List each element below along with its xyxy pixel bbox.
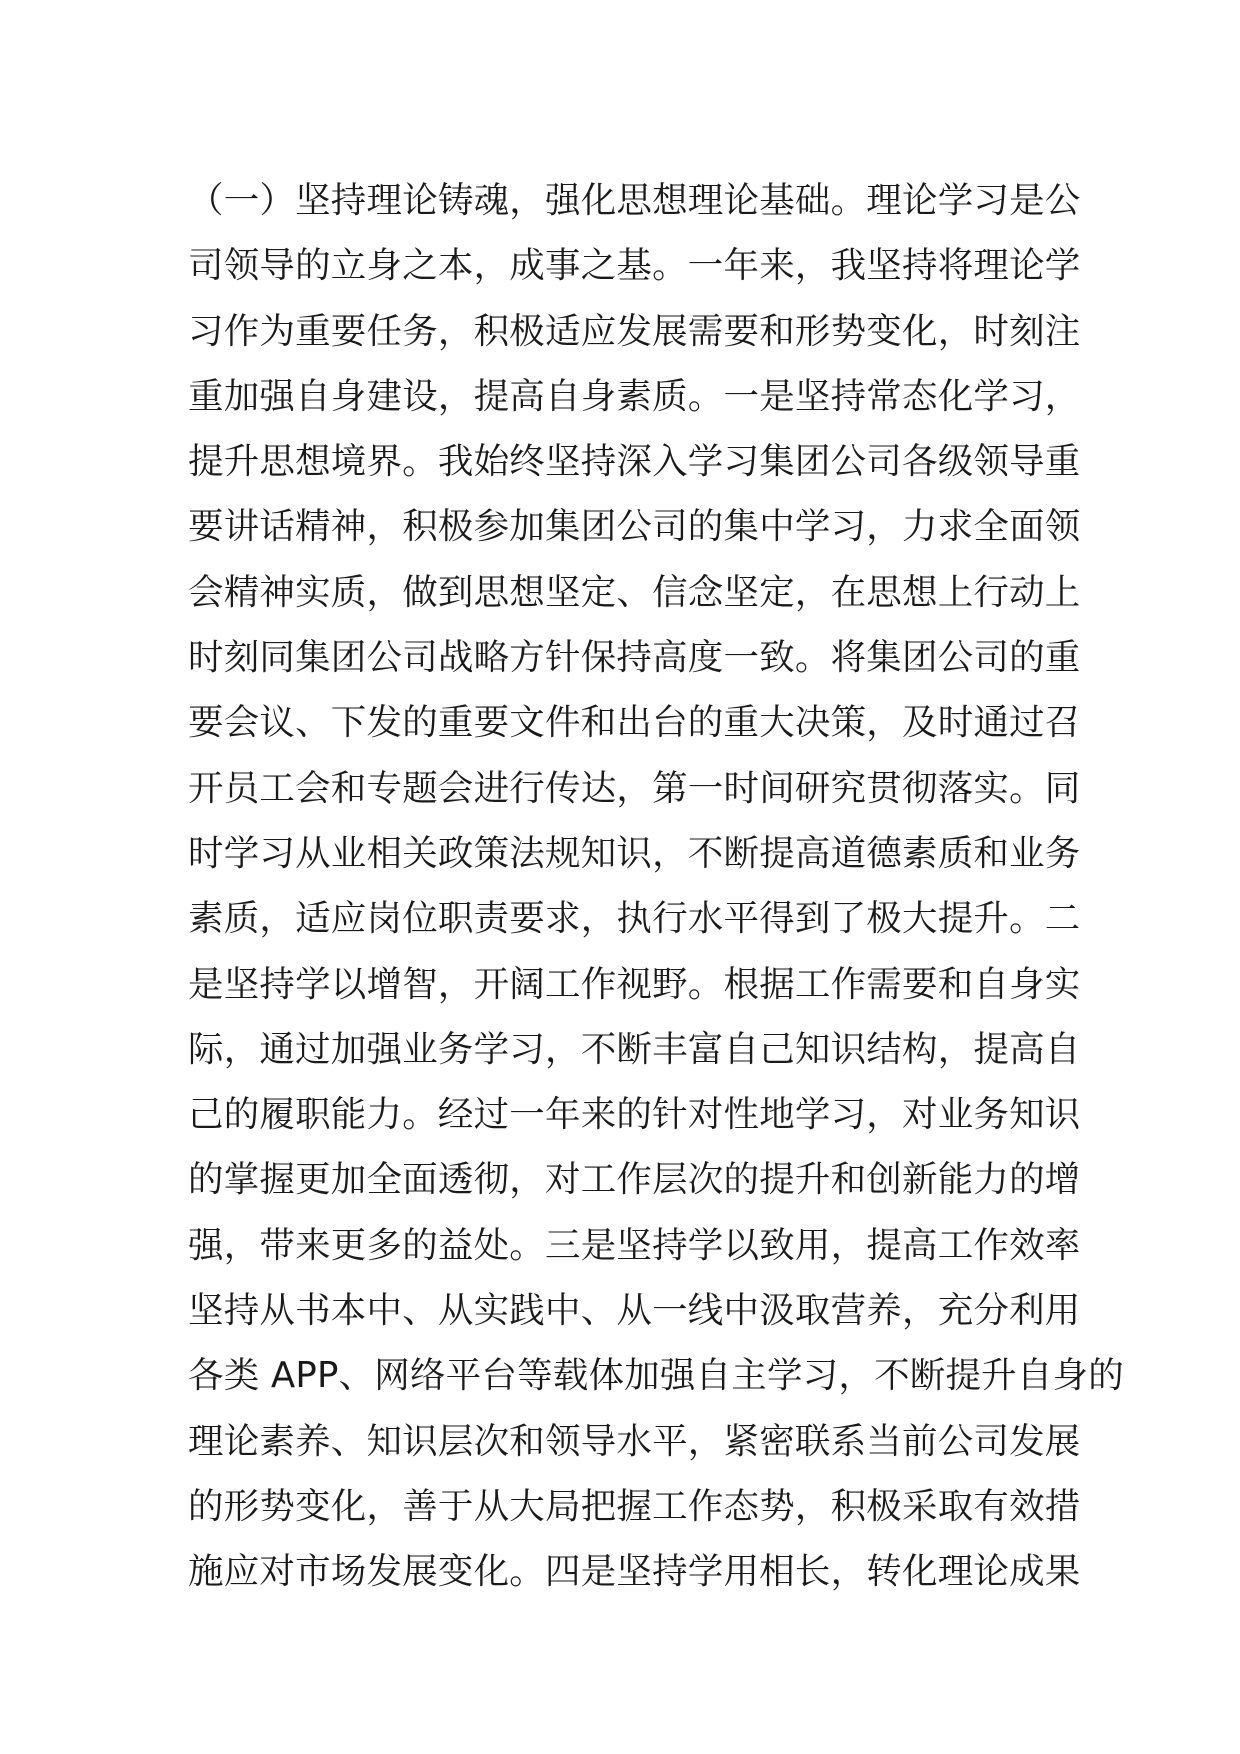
body-paragraph <box>188 168 1124 1605</box>
paragraph-line: 开员工会和专题会进行传达，第一时间研究贯彻落实。同 <box>188 767 1081 809</box>
paragraph-line: 时学习从业相关政策法规知识，不断提高道德素质和业务 <box>188 832 1081 874</box>
paragraph-line: 时刻同集团公司战略方针保持高度一致。将集团公司的重 <box>188 637 1081 679</box>
paragraph-line: 素质，适应岗位职责要求，执行水平得到了极大提升。二 <box>188 898 1081 940</box>
paragraph-line: 强，带来更多的益处。三是坚持学以致用，提高工作效率 <box>188 1224 1081 1266</box>
paragraph-line: 施应对市场发展变化。四是坚持学用相长，转化理论成果 <box>188 1551 1081 1593</box>
paragraph-line: 会精神实质，做到思想坚定、信念坚定，在思想上行动上 <box>188 571 1081 613</box>
paragraph-line: 要会议、下发的重要文件和出台的重大决策，及时通过召 <box>188 702 1081 744</box>
paragraph-line: 理论素养、知识层次和领导水平，紧密联系当前公司发展 <box>188 1420 1081 1462</box>
paragraph-line: 习作为重要任务，积极适应发展需要和形势变化，时刻注 <box>188 310 1081 352</box>
paragraph-line: 是坚持学以增智，开阔工作视野。根据工作需要和自身实 <box>188 963 1081 1005</box>
paragraph-line: 己的履职能力。经过一年来的针对性地学习，对业务知识 <box>188 1094 1081 1136</box>
paragraph-line: （一）坚持理论铸魂，强化思想理论基础。理论学习是公 <box>188 180 1081 221</box>
paragraph-line: 际，通过加强业务学习，不断丰富自己知识结构，提高自 <box>188 1028 1081 1070</box>
paragraph-line: 的掌握更加全面透彻，对工作层次的提升和创新能力的增 <box>188 1159 1081 1201</box>
paragraph-line: 司领导的立身之本，成事之基。一年来，我坚持将理论学 <box>188 245 1081 287</box>
paragraph-line: 提升思想境界。我始终坚持深入学习集团公司各级领导重 <box>188 441 1081 483</box>
paragraph-line: 的形势变化，善于从大局把握工作态势，积极采取有效措 <box>188 1485 1081 1527</box>
paragraph-line: 重加强自身建设，提高自身素质。一是坚持常态化学习， <box>188 375 1081 417</box>
paragraph-line: 要讲话精神，积极参加集团公司的集中学习，力求全面领 <box>188 506 1081 548</box>
paragraph-line: 坚持从书本中、从实践中、从一线中汲取营养，充分利用 <box>188 1290 1081 1332</box>
paragraph-line: 各类 APP、网络平台等载体加强自主学习，不断提升自身的 <box>188 1355 1124 1397</box>
